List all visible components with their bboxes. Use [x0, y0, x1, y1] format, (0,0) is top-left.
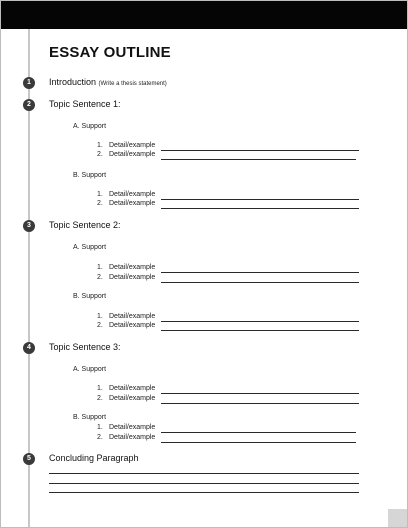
detail-label: Detail/example — [109, 385, 156, 392]
page-title: ESSAY OUTLINE — [49, 44, 171, 61]
detail-item — [97, 322, 155, 329]
detail-item — [97, 200, 155, 207]
answer-line[interactable] — [161, 393, 359, 394]
answer-line[interactable] — [161, 442, 356, 443]
detail-item — [97, 142, 155, 149]
detail-item — [97, 264, 155, 271]
detail-label: Detail/example — [109, 395, 156, 402]
section-number-1: 1 — [23, 77, 35, 89]
detail-label: Detail/example — [109, 274, 156, 281]
detail-number: 2. — [97, 434, 103, 441]
detail-label: Detail/example — [109, 434, 156, 441]
answer-line[interactable] — [49, 473, 359, 474]
support-label: B. Support — [73, 293, 107, 300]
detail-label: Detail/example — [109, 313, 156, 320]
detail-item — [97, 313, 155, 320]
detail-number: 2. — [97, 395, 103, 402]
answer-line[interactable] — [49, 483, 359, 484]
answer-line[interactable] — [161, 330, 359, 331]
answer-line[interactable] — [49, 492, 359, 493]
section-heading-conclusion: Concluding Paragraph — [49, 453, 139, 463]
corner-box — [388, 509, 407, 527]
detail-number: 1. — [97, 191, 103, 198]
heading-text: Introduction — [49, 77, 97, 87]
section-heading-introduction — [49, 77, 167, 87]
detail-number: 1. — [97, 142, 103, 149]
detail-item — [97, 151, 155, 158]
detail-item — [97, 191, 155, 198]
detail-number: 2. — [97, 274, 103, 281]
section-heading-topic-3: Topic Sentence 3: — [49, 342, 121, 352]
detail-label: Detail/example — [109, 424, 156, 431]
answer-line[interactable] — [161, 208, 359, 209]
detail-item — [97, 385, 155, 392]
answer-line[interactable] — [161, 159, 356, 160]
answer-line[interactable] — [161, 432, 356, 433]
section-number-2: 2 — [23, 99, 35, 111]
answer-line[interactable] — [161, 403, 359, 404]
detail-label: Detail/example — [109, 200, 156, 207]
support-label: B. Support — [73, 414, 107, 421]
detail-label: Detail/example — [109, 191, 156, 198]
detail-label: Detail/example — [109, 142, 156, 149]
support-label: A. Support — [73, 244, 107, 251]
detail-number: 2. — [97, 151, 103, 158]
support-label: A. Support — [73, 366, 107, 373]
header-bar — [1, 1, 407, 29]
detail-number: 1. — [97, 264, 103, 271]
detail-number: 2. — [97, 322, 103, 329]
detail-label: Detail/example — [109, 322, 156, 329]
detail-number: 1. — [97, 385, 103, 392]
detail-label: Detail/example — [109, 264, 156, 271]
detail-number: 1. — [97, 313, 103, 320]
answer-line[interactable] — [161, 150, 359, 151]
answer-line[interactable] — [161, 282, 359, 283]
answer-line[interactable] — [161, 272, 359, 273]
support-label: A. Support — [73, 123, 107, 130]
section-heading-topic-1: Topic Sentence 1: — [49, 99, 121, 109]
section-heading-topic-2: Topic Sentence 2: — [49, 220, 121, 230]
answer-line[interactable] — [161, 321, 359, 322]
detail-label: Detail/example — [109, 151, 156, 158]
heading-note: (Write a thesis statement) — [98, 81, 167, 87]
detail-number: 1. — [97, 424, 103, 431]
answer-line[interactable] — [161, 199, 359, 200]
detail-number: 2. — [97, 200, 103, 207]
section-number-3: 3 — [23, 220, 35, 232]
section-number-5: 5 — [23, 453, 35, 465]
detail-item — [97, 424, 155, 431]
section-number-4: 4 — [23, 342, 35, 354]
detail-item — [97, 434, 155, 441]
support-label: B. Support — [73, 172, 107, 179]
detail-item — [97, 274, 155, 281]
detail-item — [97, 395, 155, 402]
